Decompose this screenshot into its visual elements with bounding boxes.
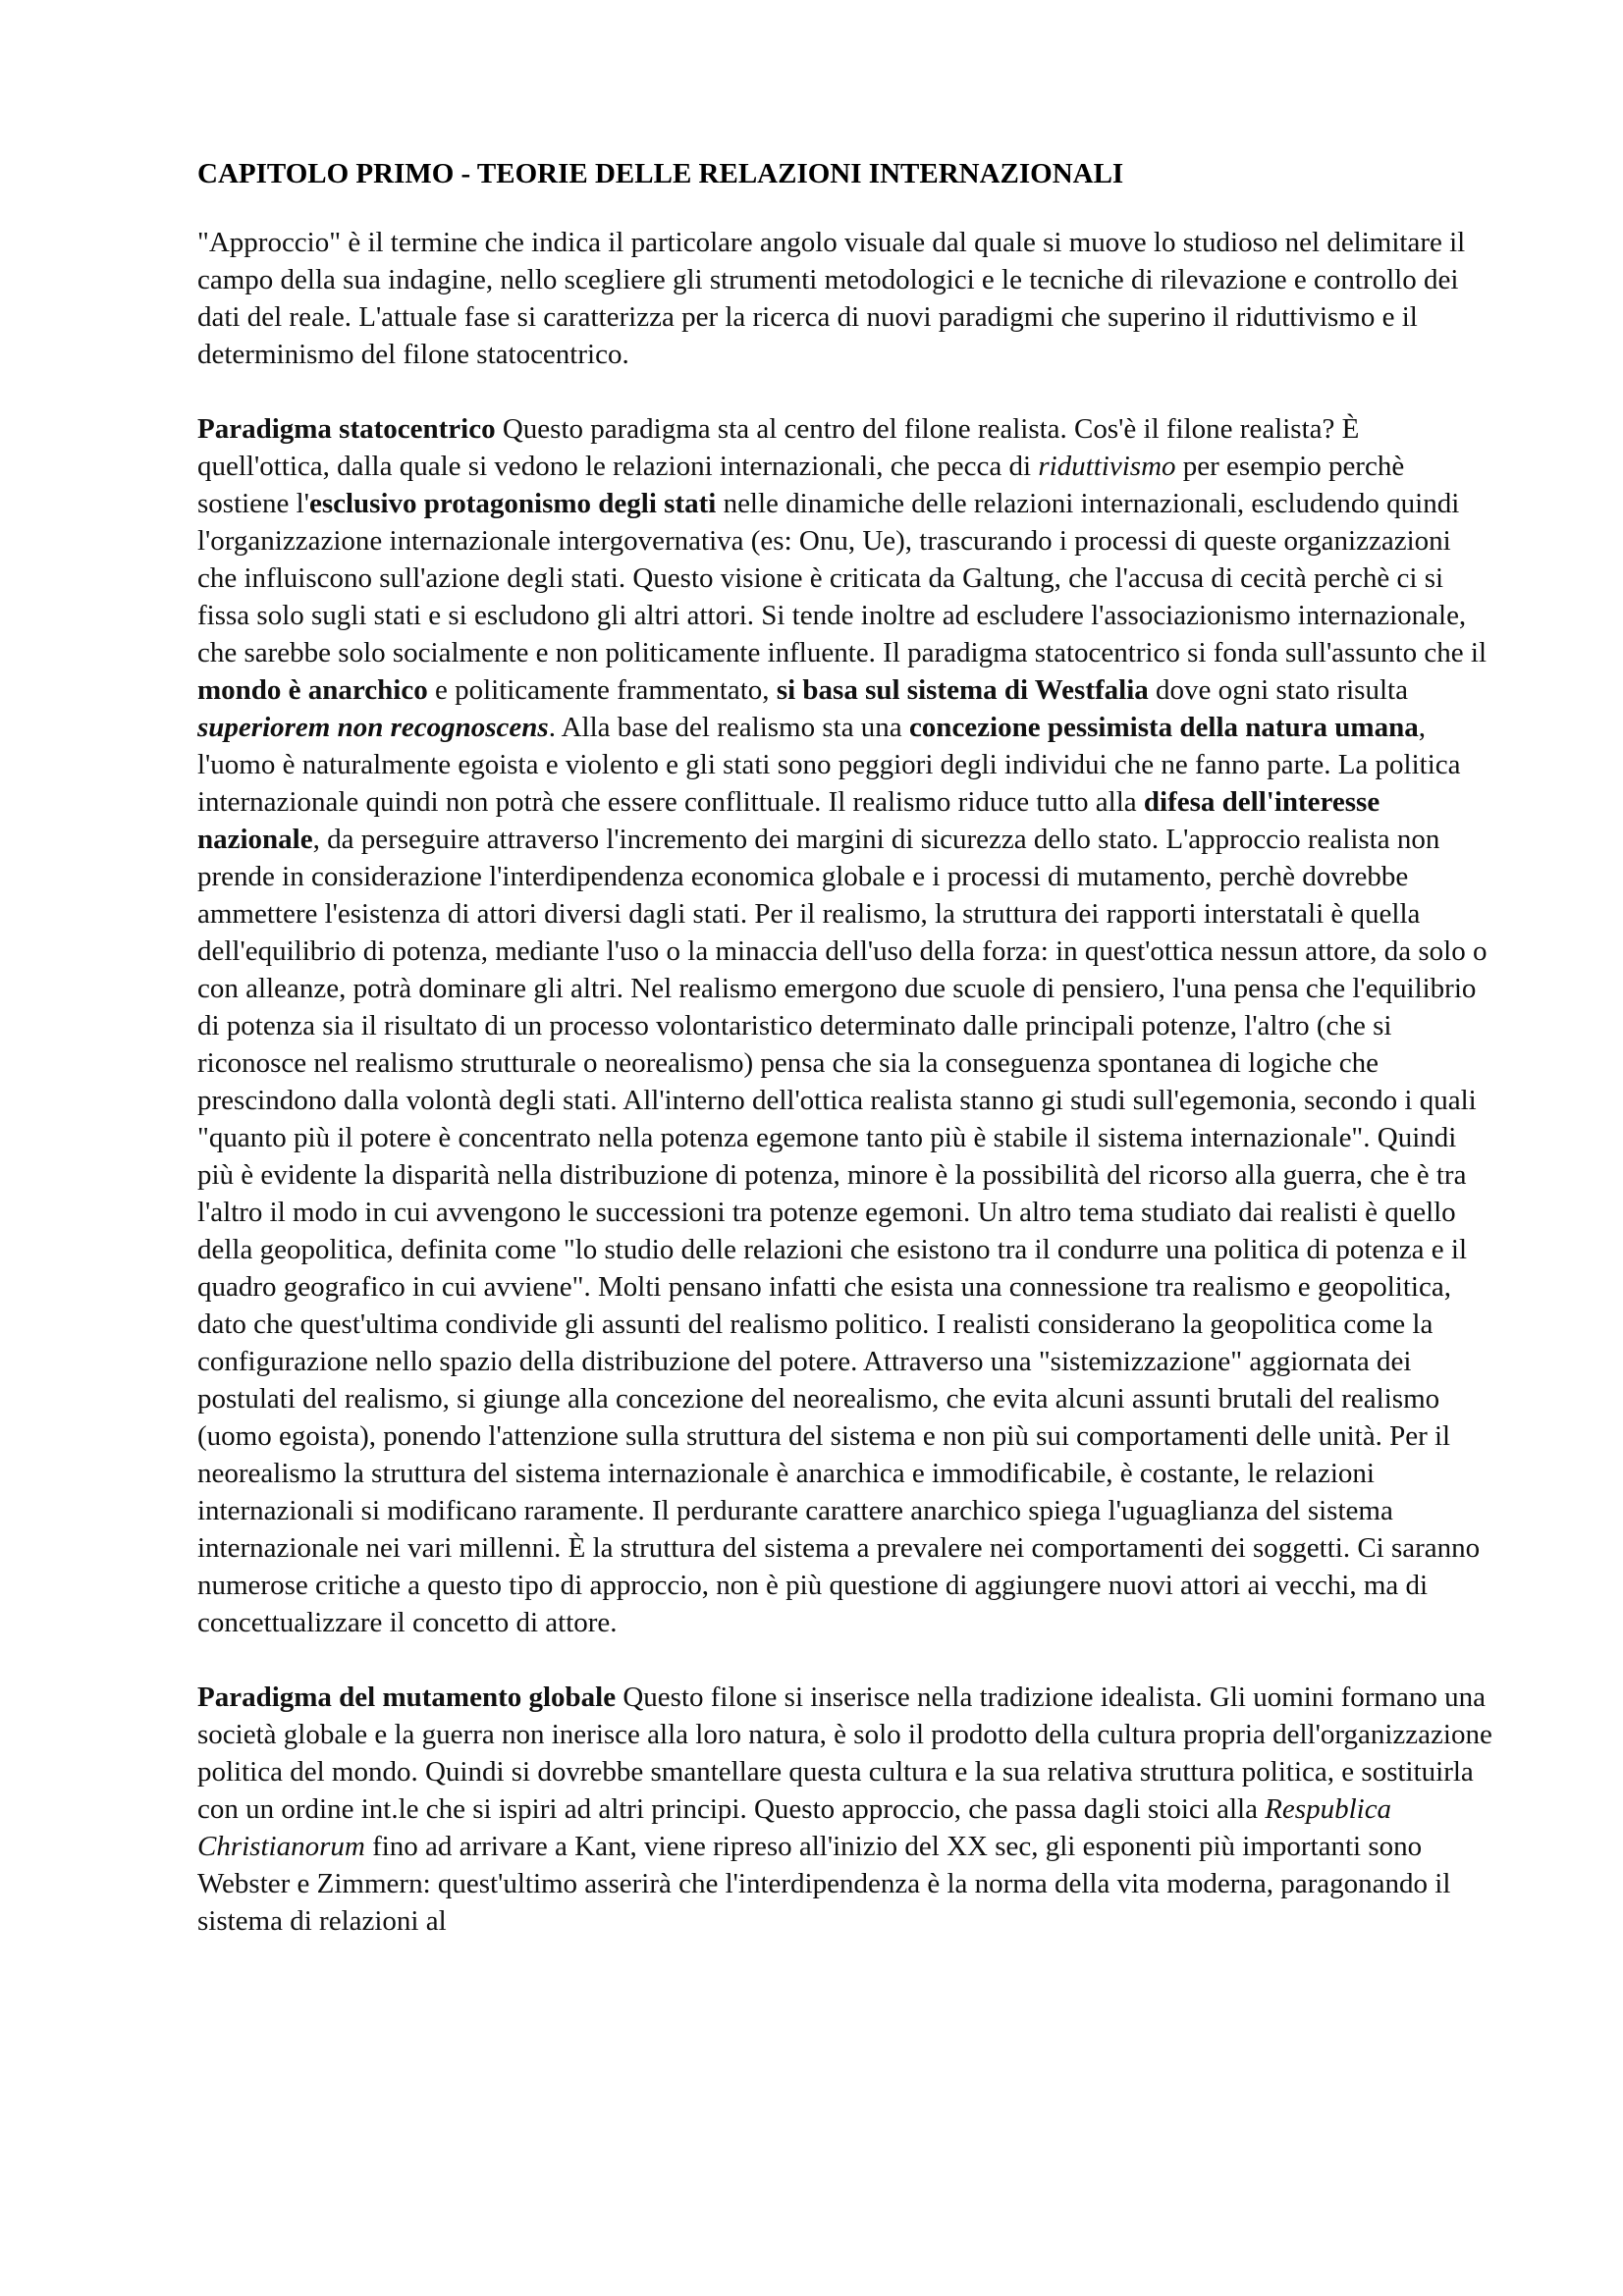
- text-segment: Questo filone si inserisce nella tradizione idealista. Gli uomini formano una società globale e la guerra non inerisce alla loro natura, è solo il prodotto della cultura propria dell'organizzazione politica del mondo. Quindi si dovrebbe smantellare questa cultura e la sua relativa struttura politica, e sostituirla con un ordine int.le che si ispiri ad altri principi. Questo approccio, che passa dagli stoici alla: [197, 1682, 1492, 1825]
- global-change-paragraph: [197, 1679, 1493, 1940]
- text-segment: fino ad arrivare a Kant, viene ripreso all'inizio del XX sec, gli esponenti più importanti sono Webster e Zimmern: quest'ultimo asserirà che l'interdipendenza è la norma della vita moderna, paragonando il sistema di relazioni al: [197, 1831, 1451, 1937]
- bold-term: mondo è anarchico: [197, 674, 428, 706]
- text-segment: per esempio perchè sostiene l': [197, 451, 1405, 519]
- document-page: [197, 155, 1493, 1940]
- statocentric-paragraph: [197, 410, 1493, 1641]
- chapter-title: CAPITOLO PRIMO - TEORIE DELLE RELAZIONI INTERNAZIONALI: [197, 158, 1124, 189]
- text-segment: "Approccio" è il termine che indica il particolare angolo visuale dal quale si muove lo studioso nel delimitare il campo della sua indagine, nello scegliere gli strumenti metodologici e le tecniche di rilevazione e controllo dei dati del reale. L'attuale fase si caratterizza per la ricerca di nuovi paradigmi che superino il riduttivismo e il determinismo del filone statocentrico.: [197, 227, 1466, 370]
- text-segment: , l'uomo è naturalmente egoista e violento e gli stati sono peggiori degli individui che ne fanno parte. La politica internazionale quindi non potrà che essere conflittuale. Il realismo riduce tutto alla: [197, 712, 1461, 818]
- text-segment: nelle dinamiche delle relazioni internazionali, escludendo quindi l'organizzazione internazionale intergovernativa (es: Onu, Ue), trascurando i processi di queste organizzazioni che influiscono sull'azione degli stati. Questo visione è criticata da Galtung, che l'accusa di cecità perchè ci si fissa solo sugli stati e si escludono gli altri attori. Si tende inoltre ad escludere l'associazionismo internazionale, che sarebbe solo socialmente e non politicamente influente. Il paradigma statocentrico si fonda sull'assunto che il: [197, 488, 1488, 668]
- text-segment: . Alla base del realismo sta una: [548, 712, 909, 743]
- intro-paragraph: [197, 224, 1493, 373]
- document-body: [197, 224, 1493, 1940]
- bold-term: Paradigma del mutamento globale: [197, 1682, 617, 1713]
- text-segment: Questo paradigma sta al centro del filone realista. Cos'è il filone realista? È quell'ottica, dalla quale si vedono le relazioni internazionali, che pecca di: [197, 413, 1360, 482]
- text-segment: , da perseguire attraverso l'incremento dei margini di sicurezza dello stato. L'approccio realista non prende in considerazione l'interdipendenza economica globale e i processi di mutamento, perchè dovrebbe ammettere l'esistenza di attori diversi dagli stati. Per il realismo, la struttura dei rapporti interstatali è quella dell'equilibrio di potenza, mediante l'uso o la minaccia dell'uso della forza: in quest'ottica nessun attore, da solo o con alleanze, potrà dominare gli altri. Nel realismo emergono due scuole di pensiero, l'una pensa che l'equilibrio di potenza sia il risultato di un processo volontaristico determinato dalle principali potenze, l'altro (che si riconosce nel realismo strutturale o neorealismo) pensa che sia la conseguenza spontanea di logiche che prescindono dalla volontà degli stati. All'interno dell'ottica realista stanno gi studi sull'egemonia, secondo i quali "quanto più il potere è concentrato nella potenza egemone tanto più è stabile il sistema internazionale". Quindi più è evidente la disparità nella distribuzione di potenza, minore è la possibilità del ricorso alla guerra, che è tra l'altro il modo in cui avvengono le successioni tra potenze egemoni. Un altro tema studiato dai realisti è quello della geopolitica, definita come "lo studio delle relazioni che esistono tra il condurre una politica di potenza e il quadro geografico in cui avviene". Molti pensano infatti che esista una connessione tra realismo e geopolitica, dato che quest'ultima condivide gli assunti del realismo politico. I realisti considerano la geopolitica come la configurazione nello spazio della distribuzione del potere. Attraverso una "sistemizzazione" aggiornata dei postulati del realismo, si giunge alla concezione del neorealismo, che evita alcuni assunti brutali del realismo (uomo egoista), ponendo l'attenzione sulla struttura del sistema e non più sui comportamenti delle unità. Per il neorealismo la struttura del sistema internazionale è anarchica e immodificabile, è costante, le relazioni internazionali si modificano raramente. Il perdurante carattere anarchico spiega l'uguaglianza del sistema internazionale nei vari millenni. È la struttura del sistema a prevalere nei comportamenti dei soggetti. Ci saranno numerose critiche a questo tipo di approccio, non è più questione di aggiungere nuovi attori ai vecchi, ma di concettualizzare il concetto di attore.: [197, 824, 1488, 1638]
- text-segment: dove ogni stato risulta: [1148, 674, 1408, 706]
- bold-term: concezione pessimista della natura umana: [908, 712, 1419, 743]
- text-segment: e politicamente frammentato,: [427, 674, 777, 706]
- bold-italic-term: superiorem non recognoscens: [197, 712, 549, 743]
- bold-term: esclusivo protagonismo degli stati: [308, 488, 717, 519]
- bold-term: Paradigma statocentrico: [197, 413, 496, 445]
- bold-term: si basa sul sistema di Westfalia: [776, 674, 1149, 706]
- bold-term: difesa dell'interesse nazionale: [197, 786, 1380, 855]
- italic-term: Respublica Christianorum: [197, 1793, 1392, 1862]
- italic-term: riduttivismo: [1038, 451, 1176, 482]
